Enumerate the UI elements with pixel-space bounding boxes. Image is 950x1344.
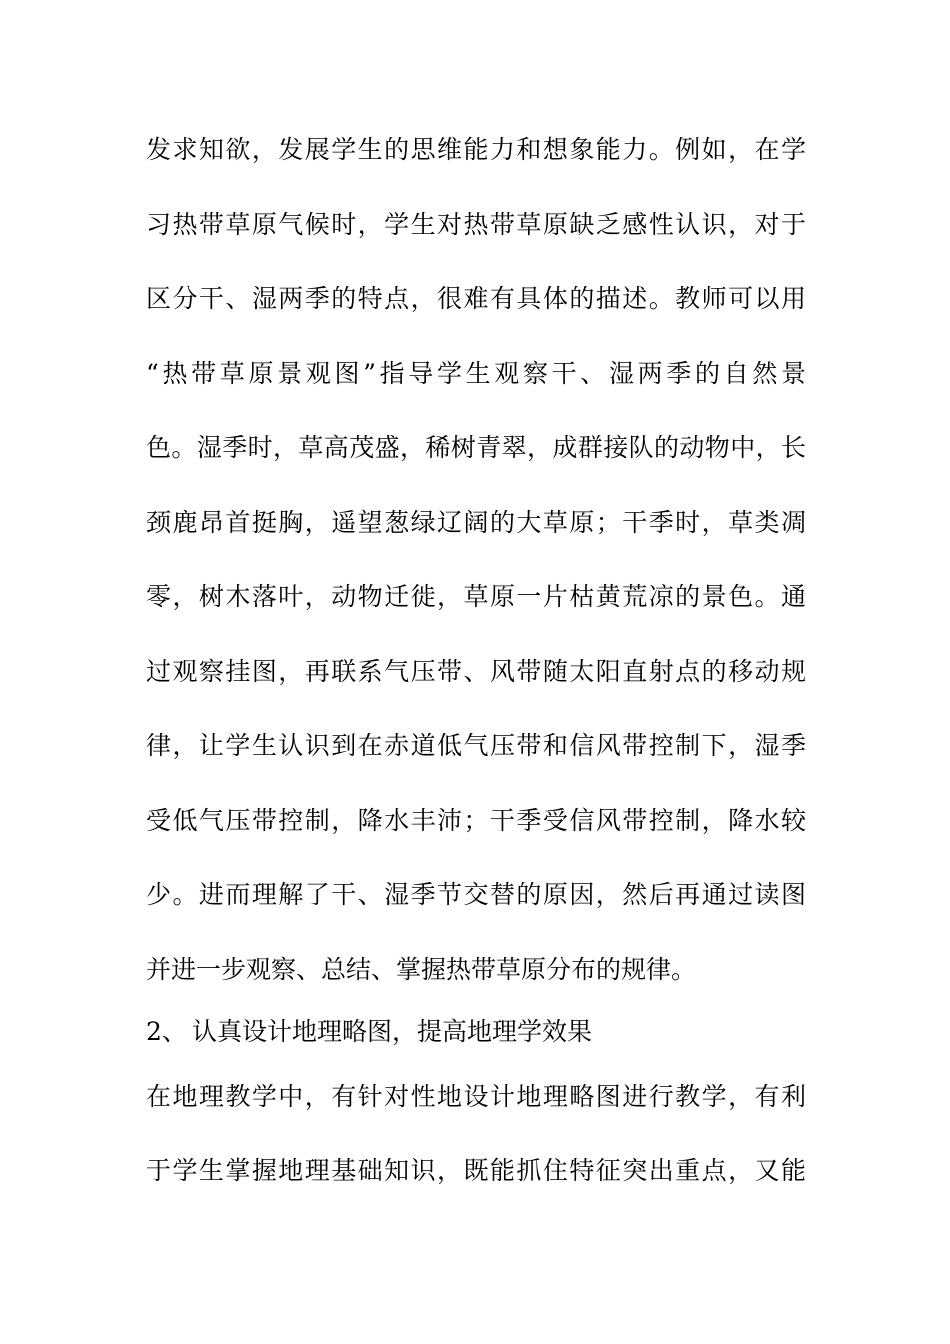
section-heading bbox=[146, 1016, 806, 1048]
section-title: 认真设计地理略图，提高地理学效果 bbox=[192, 1017, 593, 1046]
text-line: 零，树木落叶，动物迁徙，草原一片枯黄荒凉的景色。通 bbox=[146, 582, 806, 611]
text-line: 于学生掌握地理基础知识，既能抓住特征突出重点，又能 bbox=[146, 1156, 806, 1185]
text-line: 发求知欲，发展学生的思维能力和想象能力。例如，在学 bbox=[146, 135, 806, 164]
text-line: 在地理教学中，有针对性地设计地理略图进行教学，有利 bbox=[146, 1082, 806, 1111]
text-line: 过观察挂图，再联系气压带、风带随太阳直射点的移动规 bbox=[146, 657, 806, 686]
text-line: 律，让学生认识到在赤道低气压带和信风带控制下，湿季 bbox=[146, 731, 806, 760]
text-line: 受低气压带控制，降水丰沛；干季受信风带控制，降水较 bbox=[146, 806, 806, 835]
text-line: 色。湿季时，草高茂盛，稀树青翠，成群接队的动物中，长 bbox=[146, 433, 806, 462]
text-line: 区分干、湿两季的特点，很难有具体的描述。教师可以用 bbox=[146, 284, 806, 313]
text-line: 颈鹿昂首挺胸，遥望葱绿辽阔的大草原；干季时，草类凋 bbox=[146, 508, 806, 537]
text-line: “热带草原景观图”指导学生观察干、湿两季的自然景 bbox=[146, 359, 806, 388]
text-line: 习热带草原气候时，学生对热带草原缺乏感性认识，对于 bbox=[146, 210, 806, 239]
text-line: 少。进而理解了干、湿季节交替的原因，然后再通过读图 bbox=[146, 880, 806, 909]
text-line: 并进一步观察、总结、掌握热带草原分布的规律。 bbox=[146, 955, 697, 984]
section-number: 2、 bbox=[146, 1017, 187, 1046]
